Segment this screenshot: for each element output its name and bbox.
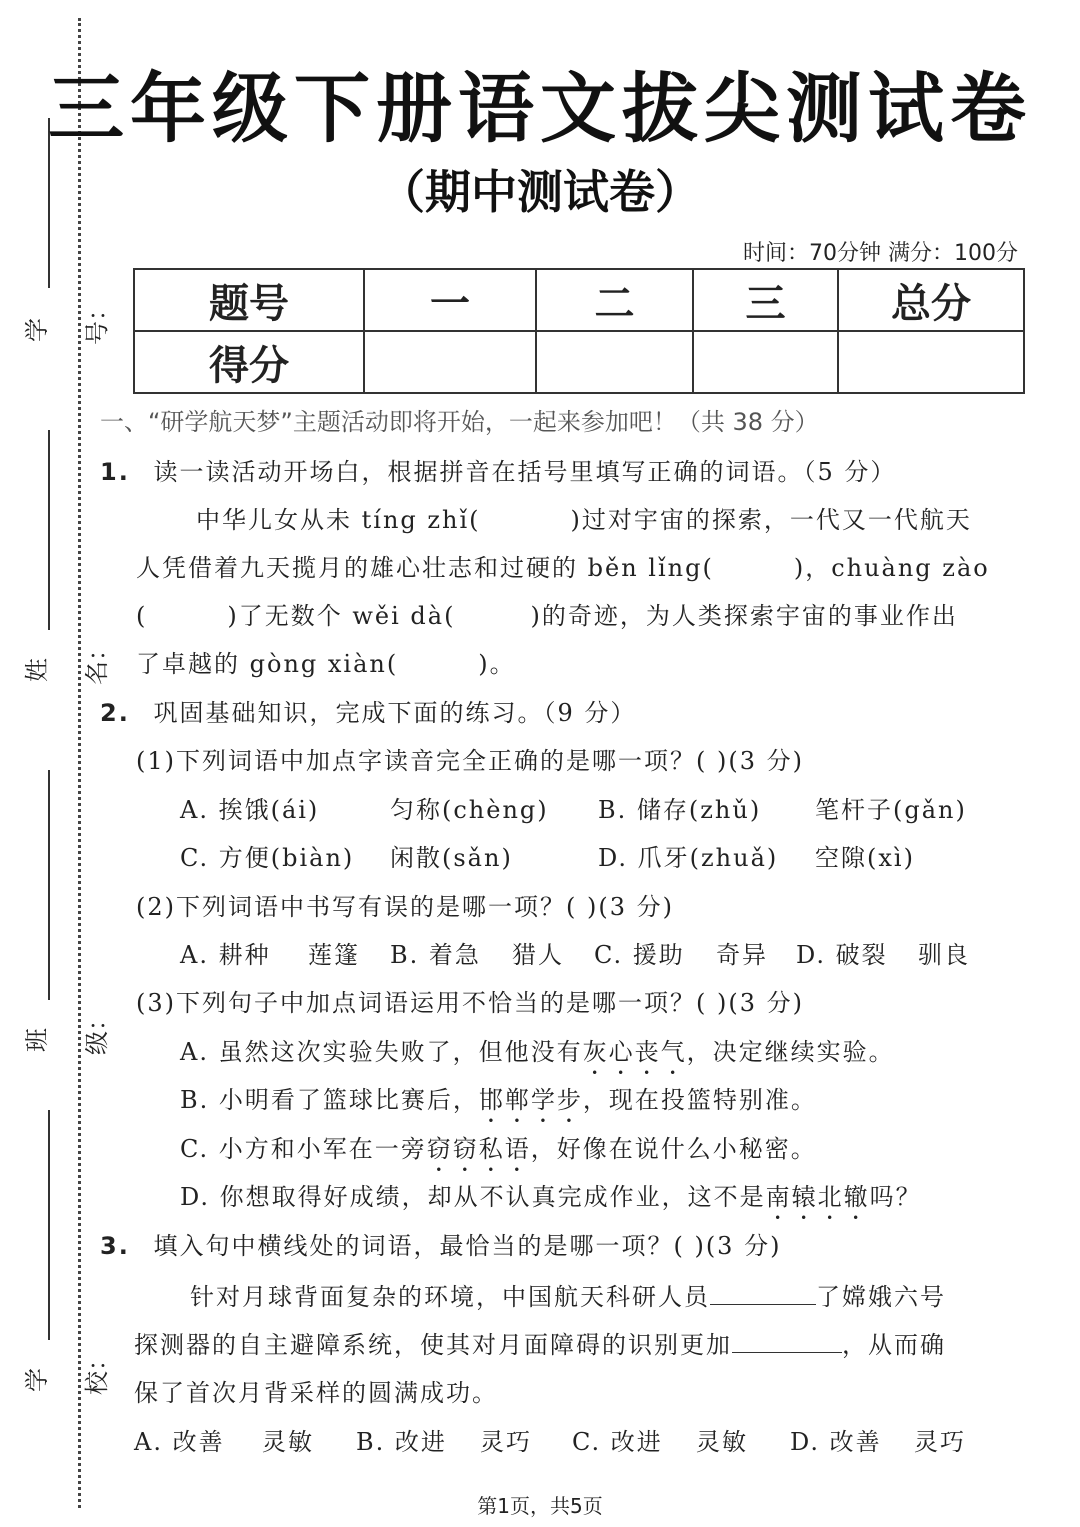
dotted-phrase: 窃窃私语 <box>426 1135 531 1163</box>
q3-blank-1[interactable] <box>710 1280 816 1305</box>
q3-text: 针对月球背面复杂的环境，中国航天科研人员 <box>190 1283 710 1311</box>
q1-line-2 <box>136 548 990 583</box>
score-input-total[interactable] <box>838 331 1024 393</box>
q3-opt: 灵敏 <box>262 1428 314 1456</box>
dotted-phrase: 灰心丧气 <box>582 1038 687 1066</box>
q2-s1-opt[interactable]: B. 储存(zhǔ) <box>598 796 762 824</box>
section-1-title: 一、“研学航天梦”主题活动即将开始，一起来参加吧！（共 38 分） <box>100 408 819 436</box>
q2-s1-opt[interactable]: D. 爪牙(zhuǎ) <box>598 844 779 872</box>
option-text: D. 你想取得好成绩，却从不认真完成作业，这不是 <box>180 1183 766 1211</box>
q2-s3-opt-c[interactable] <box>180 1129 817 1177</box>
q2-s2-opt[interactable]: A. 耕种 <box>180 941 271 969</box>
q2-s1-opt: 匀称(chèng) <box>390 796 549 824</box>
q3-opt: 灵巧 <box>914 1428 966 1456</box>
q2-s1-opt: 闲散(sǎn) <box>390 844 513 872</box>
q2-s3-opt-d[interactable] <box>180 1177 922 1225</box>
binding-dashed-line <box>78 18 81 1508</box>
q1-line-4 <box>136 644 516 679</box>
q2-s3-opt-b[interactable] <box>180 1080 817 1128</box>
q1-line-3 <box>136 596 958 631</box>
q3-opt[interactable]: B. 改进 <box>356 1428 447 1456</box>
q3-opt[interactable]: D. 改善 <box>790 1428 882 1456</box>
q3-line-1 <box>190 1277 946 1312</box>
student-id-label: 学号： <box>23 297 111 345</box>
option-text: C. 小方和小军在一旁 <box>180 1135 427 1163</box>
q3-opt[interactable]: C. 改进 <box>572 1428 663 1456</box>
score-cell-1: 一 <box>364 269 536 331</box>
page-title: 三年级下册语文拔尖测试卷 <box>48 64 1032 153</box>
option-text: ，现在投篮特别准。 <box>582 1086 817 1114</box>
q3-line-3: 保了首次月背采样的圆满成功。 <box>134 1379 498 1407</box>
dotted-phrase: 邯郸学步 <box>478 1086 583 1114</box>
q3-opt: 灵敏 <box>696 1428 748 1456</box>
q2-s2-opt: 猎人 <box>512 941 564 969</box>
option-text: A. 虽然这次实验失败了，但他没有 <box>180 1038 583 1066</box>
class-label: 班级： <box>23 1007 111 1055</box>
q3-prompt: 填入句中横线处的词语，最恰当的是哪一项？( )(3 分) <box>153 1232 782 1260</box>
q2-number: 2. <box>100 699 130 727</box>
q1-prompt: 读一读活动开场白，根据拼音在括号里填写正确的词语。（5 分） <box>153 458 897 486</box>
q1-text: ( <box>136 602 148 630</box>
q1-header <box>100 452 896 487</box>
option-text: ，决定继续实验。 <box>686 1038 895 1066</box>
q2-s2-opt[interactable]: C. 援助 <box>594 941 685 969</box>
q2-s3-opt-a[interactable] <box>180 1032 895 1080</box>
option-text: 吗？ <box>869 1183 922 1211</box>
q1-text: )过对宇宙的探索，一代又一代航天 <box>570 506 972 534</box>
class-line <box>48 770 50 1000</box>
page-footer: 第1页，共5页 <box>477 1494 603 1518</box>
q3-opt[interactable]: A. 改善 <box>134 1428 225 1456</box>
q3-blank-2[interactable] <box>732 1328 842 1353</box>
q1-number: 1. <box>100 458 130 486</box>
time-info: 时间：70分钟 满分：100分 <box>743 241 1018 266</box>
name-line <box>48 430 50 630</box>
q1-text: )。 <box>478 650 516 678</box>
q2-s2-opt: 驯良 <box>918 941 970 969</box>
q2-s2-opt[interactable]: B. 着急 <box>390 941 481 969</box>
q2-s1-opt: 笔杆子(gǎn) <box>815 796 967 824</box>
q2-s1-opt[interactable]: C. 方便(biàn) <box>180 844 355 872</box>
q2-s2-opt: 莲篷 <box>308 941 360 969</box>
q3-text: ，从而确 <box>842 1331 946 1359</box>
q2-sub1: (1)下列词语中加点字读音完全正确的是哪一项？( )(3 分) <box>136 747 804 775</box>
q2-s1-opt[interactable]: A. 挨饿(ái) <box>180 796 320 824</box>
score-cell-2: 二 <box>536 269 693 331</box>
score-input-2[interactable] <box>536 331 693 393</box>
q1-text: 中华儿女从未 tíng zhǐ( <box>196 506 481 534</box>
q2-sub3: (3)下列句子中加点词语运用不恰当的是哪一项？( )(3 分) <box>136 989 804 1017</box>
q2-header <box>100 693 636 728</box>
q3-text: 探测器的自主避障系统，使其对月面障碍的识别更加 <box>134 1331 732 1359</box>
option-text: ，好像在说什么小秘密。 <box>530 1135 817 1163</box>
q3-header <box>100 1226 781 1261</box>
school-label: 学校： <box>23 1347 111 1395</box>
q3-number: 3. <box>100 1232 130 1260</box>
name-label: 姓名： <box>23 637 111 685</box>
q2-prompt: 巩固基础知识，完成下面的练习。（9 分） <box>153 699 637 727</box>
page-subtitle: （期中测试卷） <box>379 165 701 219</box>
q2-sub2: (2)下列词语中书写有误的是哪一项？( )(3 分) <box>136 893 674 921</box>
q3-line-2 <box>134 1325 946 1360</box>
q1-line-1 <box>196 500 972 535</box>
q1-text: )的奇迹，为人类探索宇宙的事业作出 <box>530 602 958 630</box>
q2-s1-opt: 空隙(xì) <box>815 844 915 872</box>
q3-text: 了嫦娥六号 <box>816 1283 946 1311</box>
q2-s2-opt: 奇异 <box>716 941 768 969</box>
option-text: B. 小明看了篮球比赛后， <box>180 1086 479 1114</box>
score-table <box>133 268 1025 394</box>
q1-text: )，chuàng zào <box>793 554 990 582</box>
score-row-label: 得分 <box>134 331 364 393</box>
score-cell-total: 总分 <box>838 269 1024 331</box>
q1-text: 人凭借着九天揽月的雄心壮志和过硬的 běn lǐng( <box>136 554 714 582</box>
q3-opt: 灵巧 <box>480 1428 532 1456</box>
score-cell-3: 三 <box>693 269 838 331</box>
q2-s2-opt[interactable]: D. 破裂 <box>796 941 888 969</box>
q1-text: )了无数个 wěi dà( <box>227 602 456 630</box>
score-input-3[interactable] <box>693 331 838 393</box>
score-cell-label: 题号 <box>134 269 364 331</box>
score-input-1[interactable] <box>364 331 536 393</box>
q1-text: 了卓越的 gòng xiàn( <box>136 650 399 678</box>
score-header-row <box>134 269 1024 331</box>
school-line <box>48 1110 50 1340</box>
score-value-row <box>134 331 1024 393</box>
dotted-phrase: 南辕北辙 <box>765 1183 870 1211</box>
